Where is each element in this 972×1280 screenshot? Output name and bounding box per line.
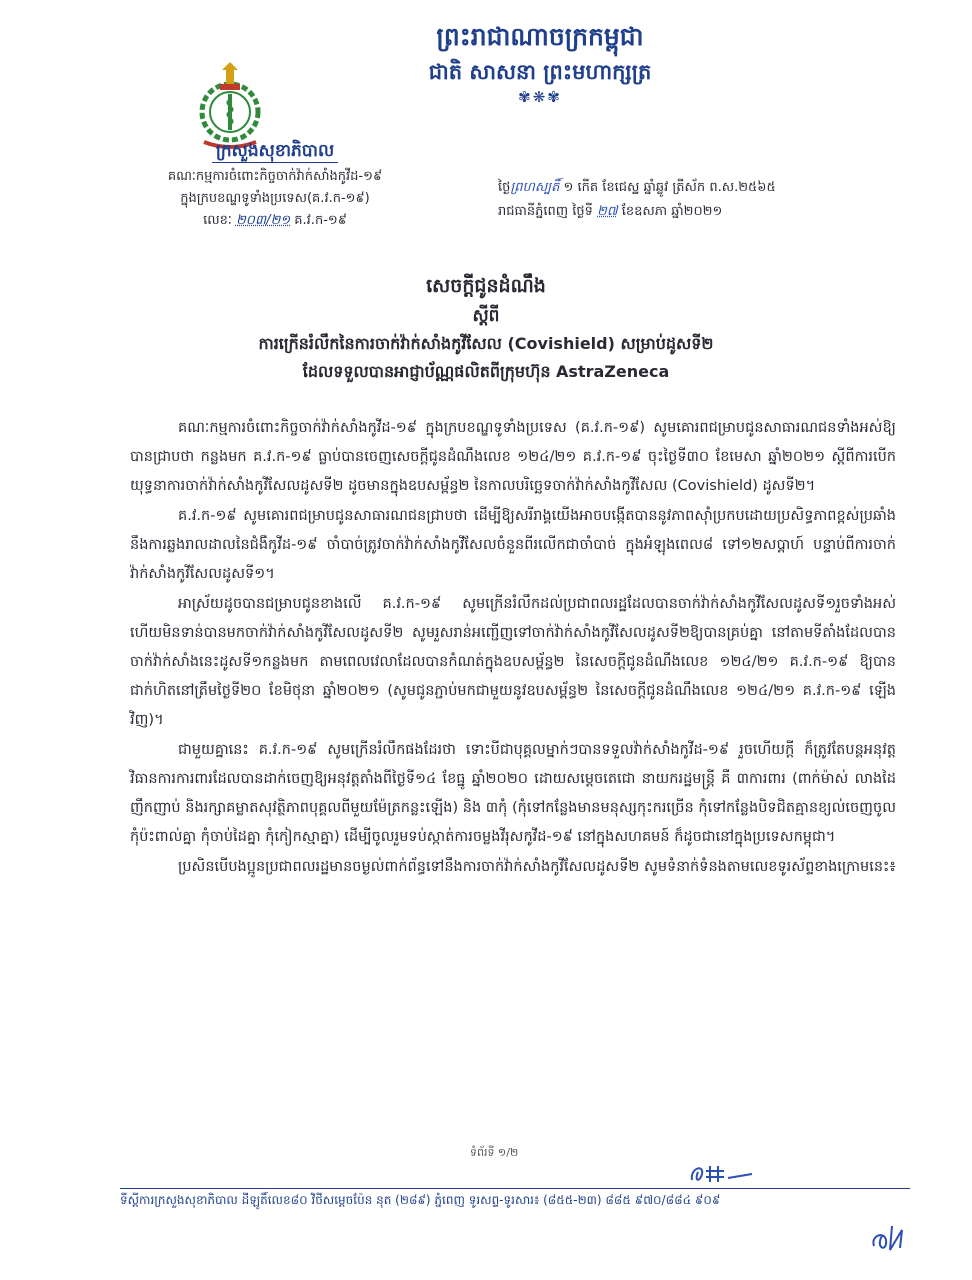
page-number: ទំព័រទី ១/២ [470, 1146, 519, 1159]
lunar-date [498, 176, 928, 200]
paragraph-5: ប្រសិនបើបងប្អូនប្រជាពលរដ្ឋមានចម្ងល់ពាក់ព័ន្ធទៅនឹងការចាក់វ៉ាក់សាំងកូវីសែលដូសទី២ សូមទំនាក់ទំនងតាមលេខទូរស័ព្ទខាងក្រោមនេះ៖ [178, 859, 896, 875]
committee-line-1: គណៈកម្មការចំពោះកិច្ចចាក់វ៉ាក់សាំងកូវីដ-១៩ [167, 169, 383, 184]
lunar-prefix: ថ្ងៃ [498, 180, 511, 195]
footer-address: ទីស្តីការក្រសួងសុខាភិបាល ដីឡូតិ៍លេខ៨០ វិថីសម្តេចប៉ែន នុត (២៨៩) ភ្នំពេញ ទូរសព្ទ-ទូរសារ៖ (៨៥៥-២៣) ៨៨៥ ៩៧០/៨៨៤ ៩០៩ [120, 1193, 721, 1207]
kingdom-title: ព្រះរាជាណាចក្រកម្ពុជា [436, 22, 644, 51]
lunar-rest: ១ កើត ខែជេស្ឋ ឆ្នាំឆ្លូវ ត្រីស័ក ព.ស.២៥៦៥ [563, 180, 776, 195]
margin-signature-icon [868, 1216, 912, 1256]
title-block [80, 270, 892, 386]
place-prefix: រាជធានីភ្នំពេញ ថ្ងៃទី [498, 204, 593, 219]
place-date [498, 200, 928, 224]
footer-divider [120, 1188, 910, 1189]
ref-value: ២០៣/២១ [235, 213, 291, 228]
date-day: ២៧ [597, 204, 618, 219]
paragraph-3: អាស្រ័យដូចបានជម្រាបជូនខាងលើ គ.វ.ក-១៩ សូមក្រើនរំលឹកដល់ប្រជាពលរដ្ឋដែលបានចាក់វ៉ាក់សាំងកូវីសែលដូសទី១រួចទាំងអស់ ហើយមិនទាន់បានមកចាក់វ៉ាក់សាំងកូវីសែលដូសទី២ សូមរួសរាន់អញ្ជើញទៅចាក់វ៉ាក់សាំងកូវីសែលដូសទី២ឱ្យបានគ្រប់គ្នា នៅតាមទីតាំងដែលបានចាក់វ៉ាក់សាំងនេះដូសទី១កន្លងមក តាមពេលវេលាដែលបានកំណត់ក្នុងឧបសម្ព័ន្ធ២ នៃសេចក្តីជូនដំណឹងលេខ ១២៤/២១ គ.វ.ក-១៩ ឱ្យបានជាក់ហិតនៅត្រឹមថ្ងៃទី២០ ខែមិថុនា ឆ្នាំ២០២១ (សូមជូនភ្ជាប់មកជាមួយនូវឧបសម្ព័ន្ធ២ នៃសេចក្តីជូនដំណឹងលេខ ១២៤/២១ គ.វ.ក-១៩ ឡើងវិញ)។ [130, 596, 896, 728]
about-label: ស្តីពី [472, 306, 500, 326]
document-heading: សេចក្តីជូនដំណឹង [426, 275, 546, 297]
committee-line-2: ក្នុងក្របខណ្ឌទូទាំងប្រទេស(គ.វ.ក-១៩) [180, 191, 370, 206]
ref-suffix: គ.វ.ក-១៩ [294, 213, 347, 228]
paragraph-2: គ.វ.ក-១៩ សូមគោរពជម្រាបជូនសាធារណជនជ្រាបថា ដើម្បីឱ្យសរីរាង្គយើងអាចបង្កើតបាននូវភាពស៊ាំប្រកបដោយប្រសិទ្ធភាពខ្ពស់ប្រឆាំងនឹងការឆ្លងរាលដាលនៃជំងឺកូវីដ-១៩ ចាំបាច់ត្រូវចាក់វ៉ាក់សាំងកូវីសែលចំនួនពីរលើកជាចាំបាច់ ក្នុងអំឡុងពេល៨ ទៅ១២សប្តាហ៍ បន្ទាប់ពីការចាក់វ៉ាក់សាំងកូវីសែលដូសទី១។ [130, 508, 896, 582]
paragraph-4: ជាមួយគ្នានេះ គ.វ.ក-១៩ សូមក្រើនរំលឹកផងដែរថា ទោះបីជាបុគ្គលម្នាក់ៗបានទទួលវ៉ាក់សាំងកូវីដ-១៩ រួចហើយក្តី ក៏ត្រូវតែបន្តអនុវត្តវិធានការការពារដែលបានដាក់ចេញឱ្យអនុវត្តតាំងពីថ្ងៃទី១៤ ខែធ្នូ ឆ្នាំ២០២០ ដោយសម្តេចតេជោ នាយករដ្ឋមន្ត្រី គឺ ៣ការពារ (ពាក់ម៉ាស់ លាងដៃញឹកញាប់ និងរក្សាគម្លាតសុវត្ថិភាពបុគ្គលពីមួយម៉ែត្រកន្លះឡើង) និង ៣កុំ (កុំទៅកន្លែងមានមនុស្សកុះករច្រើន កុំទៅកន្លែងបិទជិតគ្មានខ្យល់ចេញចូល កុំប៉ះពាល់គ្នា កុំចាប់ដៃគ្នា កុំកៀកស្មាគ្នា) ដើម្បីចូលរួមទប់ស្កាត់ការចម្លងវីរុសកូវីដ-១៩ នៅក្នុងសហគមន៍ ក៏ដូចជានៅក្នុងប្រទេសកម្ពុជា។ [130, 742, 896, 845]
ministry-name: ក្រសួងសុខាភិបាល [212, 140, 338, 163]
lunar-day: ព្រហស្បតិ៍ [510, 180, 560, 195]
date-block [498, 176, 928, 224]
subject-line-1: ការក្រើនរំលឹកនៃការចាក់វ៉ាក់សាំងកូវីសែល (Covishield) សម្រាប់ដូសទី២ [258, 334, 714, 353]
national-motto: ជាតិ សាសនា ព្រះមហាក្សត្រ [428, 60, 652, 84]
subject-line-2: ដែលទទួលបានអាជ្ញាប័ណ្ណផលិតពីក្រុមហ៊ុន AstraZeneca [302, 362, 670, 381]
issuer-block [120, 140, 430, 232]
date-month-year: ខែឧសភា ឆ្នាំ២០២១ [621, 204, 723, 219]
body-text [130, 414, 896, 883]
ornament: ✾❋✾ [518, 88, 562, 106]
reference-number [120, 210, 430, 232]
paragraph-1: គណៈកម្មការចំពោះកិច្ចចាក់វ៉ាក់សាំងកូវីដ-១៩ ក្នុងក្របខណ្ឌទូទាំងប្រទេស (គ.វ.ក-១៩) សូមគោរពជម្រាបជូនសាធារណជនទាំងអស់ឱ្យបានជ្រាបថា កន្លងមក គ.វ.ក-១៩ ធ្លាប់បានចេញសេចក្តីជូនដំណឹងលេខ ១២៤/២១ គ.វ.ក-១៩ ចុះថ្ងៃទី៣០ ខែមេសា ឆ្នាំ២០២១ ស្តីពីការបើកយុទ្ធនាការចាក់វ៉ាក់សាំងកូវីសែលដូសទី២ ដូចមានក្នុងឧបសម្ព័ន្ធ២ នៃកាលបរិច្ឆេទចាក់វ៉ាក់សាំងកូវីសែល (Covishield) ដូសទី២។ [130, 420, 896, 494]
ref-label: លេខៈ [203, 213, 232, 228]
national-header [300, 18, 780, 106]
initials-signature-icon [688, 1158, 758, 1188]
